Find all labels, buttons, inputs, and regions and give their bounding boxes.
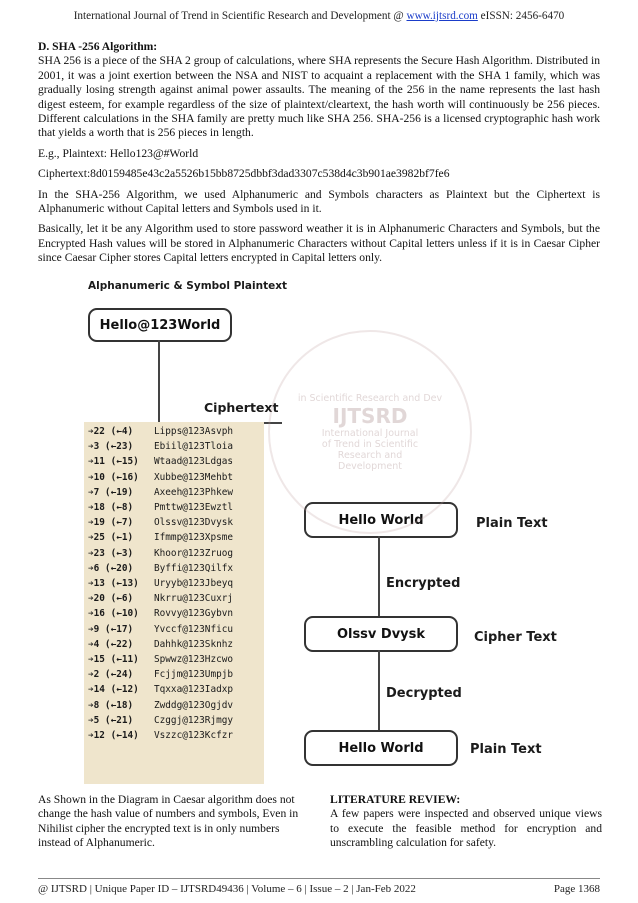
cipher-row [88,652,260,667]
cipher-text: Ebiil@123Tloia [154,441,234,453]
cipher-row [88,576,260,591]
cipher-text: Axeeh@123Phkew [154,486,234,498]
page-footer [38,878,600,895]
hash-storage-paragraph: Basically, let it be any Algorithm used to store password weather it is in Alphanumeric Characters and Symbols, but the Encrypted Hash values will be stored in Alphanumeric Characters without Capital letters unless if it is in Caesar Cipher since Caesar Cipher stores Capital letters encrypted in Capital letters only. [38,222,600,265]
cipher-text: Ifmmp@123Xpsme [154,532,234,544]
watermark-arc-text: in Scientific Research and Dev [297,392,443,404]
cipher-text: Rovvy@123Gybvn [154,608,234,620]
cipher-row [88,424,260,439]
cipher-text: Spwwz@123Hzcwo [154,654,234,666]
cipher-row [88,515,260,530]
shift-amount: ➔10 (←16) [88,471,139,483]
cipher-row [88,454,260,469]
cipher-text: Wtaad@123Ldgas [154,456,234,468]
shift-amount: ➔25 (←1) [88,532,134,544]
decrypted-label: Decrypted [386,686,462,701]
cipher-text: Yvccf@123Nficu [154,623,234,635]
shift-amount: ➔4 (←22) [88,638,134,650]
journal-watermark [268,330,472,534]
ciphertext-label: Ciphertext [204,400,279,415]
journal-issn: eISSN: 2456-6470 [480,10,565,22]
cipher-text: Nkrru@123Cuxrj [154,593,234,605]
cipher-row [88,561,260,576]
left-column-text: As Shown in the Diagram in Caesar algorithm does not change the hash value of numbers and symbols, Even in Nihilist cipher the encrypted text is in only numbers instead of Alphanumeric. [38,793,299,850]
watermark-line: Research and [337,449,403,461]
plaintext-connector [158,340,160,424]
cipher-text: Byffi@123Qilfx [154,562,234,574]
shift-amount: ➔8 (←18) [88,699,134,711]
ciphertext-example: Ciphertext:8d0159485e43c2a5526b15bb8725dbbf3dad3307c538d4c3b901ae3982bf7fe6 [38,167,450,181]
shift-amount: ➔22 (←4) [88,426,134,437]
ciphertext-label-mid: Cipher Text [474,630,557,645]
shift-amount: ➔2 (←24) [88,669,134,681]
page-number: Page 1368 [553,883,600,895]
ciphertext-node: Olssv Dvysk [304,616,458,652]
literature-review-text: A few papers were inspected and observed unique views to execute the feasible method for encryption and unscrambling calculation for safety. [330,807,602,850]
plaintext-label-bottom: Plain Text [470,742,542,757]
cipher-text: Tqxxa@123Iadxp [154,684,234,696]
shift-amount: ➔16 (←10) [88,608,139,620]
cipher-row [88,500,260,515]
cipher-row [88,728,260,743]
footer-paper-info: @ IJTSRD | Unique Paper ID – IJTSRD49436 | Volume – 6 | Issue – 2 | Jan-Feb 2022 [38,883,416,895]
cipher-text: Zwddg@123Ogjdv [154,699,234,711]
cipher-row [88,622,260,637]
watermark-line: Development [338,460,402,472]
cipher-row [88,530,260,545]
cipher-text: Vszzc@123Kcfzr [154,730,234,742]
cipher-row [88,698,260,713]
encrypted-label: Encrypted [386,576,461,591]
journal-title: International Journal of Trend in Scientific Research and Development @ [73,10,404,22]
shift-amount: ➔23 (←3) [88,547,134,559]
cipher-row [88,439,260,454]
cipher-text: Uryyb@123Jbeyq [154,578,234,590]
cipher-text: Lipps@123Asvph [154,426,234,437]
journal-header [0,10,638,22]
shift-amount: ➔18 (←8) [88,502,134,514]
plaintext-example: E.g., Plaintext: Hello123@#World [38,146,199,160]
shift-amount: ➔13 (←13) [88,578,139,590]
shift-amount: ➔3 (←23) [88,441,134,453]
cipher-row [88,606,260,621]
decrypt-edge [378,650,380,730]
ciphertext-list [84,422,264,784]
plaintext-node-bottom: Hello World [304,730,458,766]
plaintext-box: Hello@123World [88,308,232,342]
watermark-line: International Journal [321,427,419,439]
sha-paragraph: SHA 256 is a piece of the SHA 2 group of calculations, where SHA represents the Secure Hash Algorithm. Distributed in 2001, it was a joint exertion between the NSA and NIST to acquaint a replacement with the SHA 1 family, which was gradually losing strength against animal power assaults. The meaning of the 256 in the name represents the last hash digest esteem, for example regardless of the size of plaintext/cleartext, the hash worth will continuously be 256 pieces. Different calculations in the SHA family are pretty much like SHA 256. SHA-256 is a licensed cryptographic hash work that yields a worth that is 256 pieces in length. [38,54,600,140]
section-heading: D. SHA -256 Algorithm: [38,40,158,53]
plaintext-node-top: Hello World [304,502,458,538]
cipher-text: Khoor@123Zruog [154,547,234,559]
shift-amount: ➔14 (←12) [88,684,139,696]
watermark-logo-text: IJTSRD [332,403,408,428]
watermark-line: of Trend in Scientific [321,438,419,450]
cipher-row [88,713,260,728]
cipher-row [88,546,260,561]
shift-amount: ➔5 (←21) [88,714,134,726]
cipher-text: Dahhk@123Sknhz [154,638,234,650]
cipher-text: Fcjjm@123Umpjb [154,669,234,681]
shift-amount: ➔19 (←7) [88,517,134,529]
literature-review [330,793,602,851]
cipher-row [88,667,260,682]
cipher-row [88,591,260,606]
shift-amount: ➔11 (←15) [88,456,139,468]
shift-amount: ➔6 (←20) [88,562,134,574]
shift-amount: ➔7 (←19) [88,486,134,498]
shift-amount: ➔15 (←11) [88,654,139,666]
figure-left-title: Alphanumeric & Symbol Plaintext [88,280,288,292]
cipher-row [88,470,260,485]
encrypt-edge [378,536,380,616]
plaintext-label-top: Plain Text [476,516,548,531]
cipher-text: Czggj@123Rjmgy [154,714,234,726]
literature-review-heading: LITERATURE REVIEW: [330,793,461,806]
cipher-text: Xubbe@123Mehbt [154,471,234,483]
journal-url-link[interactable]: www.ijtsrd.com [406,10,478,22]
section-body [38,40,600,272]
shift-amount: ➔20 (←6) [88,593,134,605]
cipher-text: Pmttw@123Ewztl [154,502,234,514]
cipher-row [88,637,260,652]
shift-amount: ➔12 (←14) [88,730,139,742]
sha-charset-paragraph: In the SHA-256 Algorithm, we used Alphanumeric and Symbols characters as Plaintext but the Ciphertext is Alphanumeric without Capital letters and Symbols used in it. [38,187,600,216]
cipher-row [88,485,260,500]
cipher-row [88,682,260,697]
cipher-text: Olssv@123Dvysk [154,517,234,529]
shift-amount: ➔9 (←17) [88,623,134,635]
